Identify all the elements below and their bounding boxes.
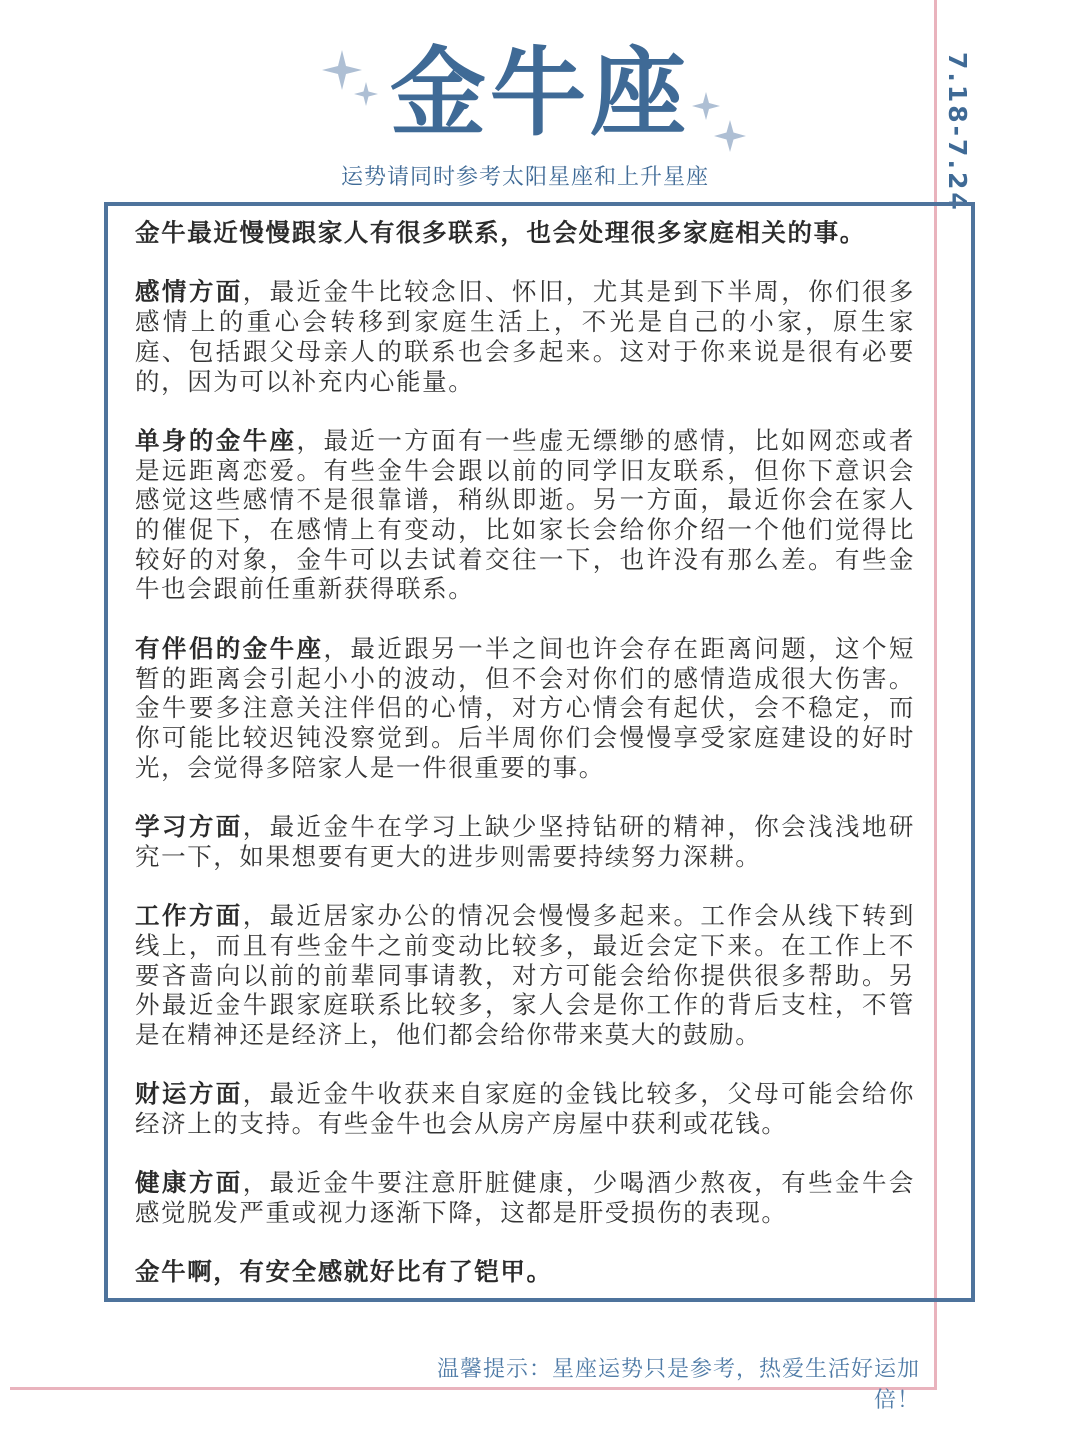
section-single xyxy=(135,426,915,604)
section-label: 工作方面 xyxy=(135,901,243,931)
section-text: ，最近居家办公的情况会慢慢多起来。工作会从线下转到线上，而且有些金牛之前变动比较多，最近会定下来。在工作上不要吝啬向以前的前辈同事请教，对方可能会给你提供很多帮助。另外最近金牛跟家庭联系比较多，家人会是你工作的背后支柱，不管是在精神还是经济上，他们都会给你带来莫大的鼓励。 xyxy=(135,901,915,1049)
section-study xyxy=(135,812,915,871)
page-subtitle: 运势请同时参考太阳星座和上升星座 xyxy=(340,165,709,190)
section-text: ，最近一方面有一些虚无缥缈的感情，比如网恋或者是远距离恋爱。有些金牛会跟以前的同学旧友联系，但你下意识会感觉这些感情不是很靠谱，稍纵即逝。另一方面，最近你会在家人的催促下，在感情上有变动，比如家长会给你介绍一个他们觉得比较好的对象，金牛可以去试着交往一下，也许没有那么差。有些金牛也会跟前任重新获得联系。 xyxy=(135,425,915,604)
section-label: 有伴侣的金牛座 xyxy=(135,633,324,663)
section-label: 学习方面 xyxy=(135,812,243,841)
section-work xyxy=(135,901,915,1050)
section-text: ，最近金牛要注意肝脏健康，少喝酒少熬夜，有些金牛会感觉脱发严重或视力逐渐下降，这都是肝受损伤的表现。 xyxy=(135,1168,915,1228)
section-label: 感情方面 xyxy=(135,277,243,307)
closing-paragraph: 金牛啊，有安全感就好比有了铠甲。 xyxy=(135,1257,553,1287)
page-title: 金牛座 xyxy=(390,37,690,149)
section-text: ，最近跟另一半之间也许会存在距离问题，这个短暂的距离会引起小小的波动，但不会对你们的感情造成很大伤害。金牛要多注意关注伴侣的心情，对方心情会有起伏，会不稳定，而你可能比较迟钝没察觉到。后半周你们会慢慢享受家庭建设的好时光，会觉得多陪家人是一件很重要的事。 xyxy=(135,633,916,782)
section-text: ，最近金牛收获来自家庭的金钱比较多，父母可能会给你经济上的支持。有些金牛也会从房产房屋中获利或花钱。 xyxy=(135,1079,915,1138)
section-wealth xyxy=(135,1079,915,1138)
footer-tip: 温馨提示：星座运势只是参考，热爱生活好运加倍！ xyxy=(436,1357,920,1413)
section-text: ，最近金牛比较念旧、怀旧，尤其是到下半周，你们很多感情上的重心会转移到家庭生活上，不光是自己的小家，原生家庭、包括跟父母亲人的联系也会多起来。这对于你来说是很有必要的，因为可以补充内心能量。 xyxy=(135,277,915,396)
section-love xyxy=(135,277,915,396)
lead-paragraph: 金牛最近慢慢跟家人有很多联系，也会处理很多家庭相关的事。 xyxy=(135,218,866,247)
horoscope-content xyxy=(135,218,915,1317)
section-couple xyxy=(135,634,915,783)
section-label: 健康方面 xyxy=(135,1168,243,1198)
section-health xyxy=(135,1168,915,1227)
section-label: 单身的金牛座 xyxy=(135,425,297,455)
date-range: 7.18-7.24 xyxy=(943,52,972,213)
section-label: 财运方面 xyxy=(135,1079,243,1109)
section-text: ，最近金牛在学习上缺少坚持钻研的精神，你会浅浅地研究一下，如果想要有更大的进步则需要持续努力深耕。 xyxy=(135,812,915,871)
